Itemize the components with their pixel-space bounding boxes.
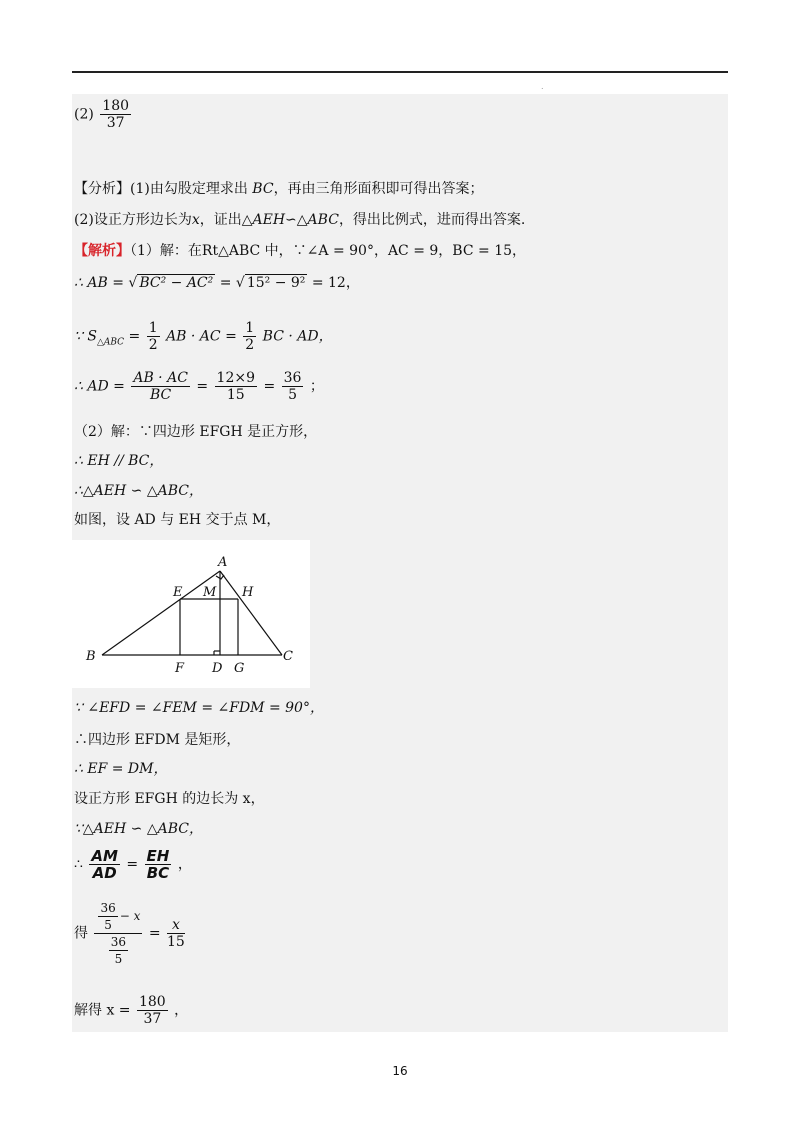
- analysis-line-2: (2)设正方形边长为x，证出△AEH∽△ABC，得出比例式，进而得出答案.: [74, 212, 526, 228]
- solution-line-7: ∴△AEH ∽ △ABC，: [74, 483, 203, 499]
- triangle-diagram: [72, 540, 310, 688]
- geometry-figure: [72, 540, 310, 688]
- label-b: B: [86, 649, 96, 664]
- fraction: $\frac{180}{37}$: [138, 994, 166, 1027]
- analysis-line-1: 【分析】(1)由勾股定理求出 BC，再由三角形面积即可得出答案；: [74, 181, 484, 197]
- fraction: $\frac{AB \cdot AC}{BC}$: [133, 370, 188, 403]
- compound-fraction: $\frac{36}{5}$ − x $\frac{36}{5}$: [94, 900, 142, 967]
- fraction: $\frac{1}{2}$: [245, 320, 255, 353]
- side-ab: [102, 571, 220, 655]
- solution-line-2: ∴ AB = √ BC² − AC² = √ 15² − 9² = 12，: [74, 275, 360, 291]
- solution-line-6: ∴ EH // BC，: [74, 453, 164, 469]
- label-h: H: [242, 585, 254, 600]
- label-g: G: [234, 661, 245, 676]
- solution-line-5: （2）解：∵四边形 EFGH 是正方形，: [74, 424, 318, 440]
- fraction: $\frac{36}{5}$: [283, 370, 302, 403]
- side-ac: [220, 571, 282, 655]
- solution-line-1: 【解析】（1）解：在Rt△ABC 中，∵∠A = 90°，AC = 9，BC = 15，: [74, 243, 527, 259]
- header-rule: [72, 71, 728, 73]
- fraction: $\frac{x}{15}$: [167, 917, 185, 950]
- solution-line-3: ∵ $S_{\triangle ABC}$ = $\frac{1}{2}$ AB · AC = $\frac{1}{2}$ BC · AD，: [74, 320, 333, 353]
- solution-line-10: ∴四边形 EFDM 是矩形，: [74, 732, 241, 748]
- solution-line-16: 解得 x = $\frac{180}{37}$ ，: [74, 994, 189, 1027]
- fraction: $\frac{1}{2}$: [148, 320, 158, 353]
- label-d: D: [212, 661, 223, 676]
- answer-2-fraction: $\frac{180}{37}$: [102, 98, 130, 131]
- header-dot: .: [541, 82, 544, 91]
- fraction: $\frac{EH}{BC}$: [146, 847, 170, 882]
- fraction: $\frac{12\times 9}{15}$: [216, 370, 255, 403]
- fraction: $\frac{36}{5}$: [110, 935, 127, 966]
- answer-2: (2) $\frac{180}{37}$: [74, 98, 130, 131]
- label-a: A: [218, 555, 228, 570]
- label-f: F: [175, 661, 185, 676]
- fraction: $\frac{36}{5}$: [100, 901, 116, 932]
- solution-line-8: 如图，设 AD 与 EH 交于点 M，: [74, 512, 281, 528]
- solution-line-4: ∴ AD = $\frac{AB \cdot AC}{BC}$ = $\frac{12\times 9}{15}$ = $\frac{36}{5}$ ；: [74, 370, 324, 403]
- solution-line-13: ∵△AEH ∽ △ABC，: [74, 821, 203, 837]
- solution-line-14: ∴ $\frac{AM}{AD}$ = $\frac{EH}{BC}$ ，: [74, 847, 192, 882]
- label-m: M: [203, 585, 217, 600]
- solution-line-9: ∵ ∠EFD = ∠FEM = ∠FDM = 90°，: [74, 700, 324, 716]
- fraction: $\frac{AM}{AD}$: [91, 847, 118, 882]
- page-number: 16: [392, 1064, 408, 1078]
- label-c: C: [283, 649, 293, 664]
- solution-line-11: ∴ EF = DM，: [74, 761, 168, 777]
- solution-line-15: 得 $\frac{36}{5}$ − x $\frac{36}{5}$ = $\frac{x}{15}$: [74, 901, 185, 966]
- solution-line-12: 设正方形 EFGH 的边长为 x，: [74, 791, 265, 807]
- label-e: E: [173, 585, 183, 600]
